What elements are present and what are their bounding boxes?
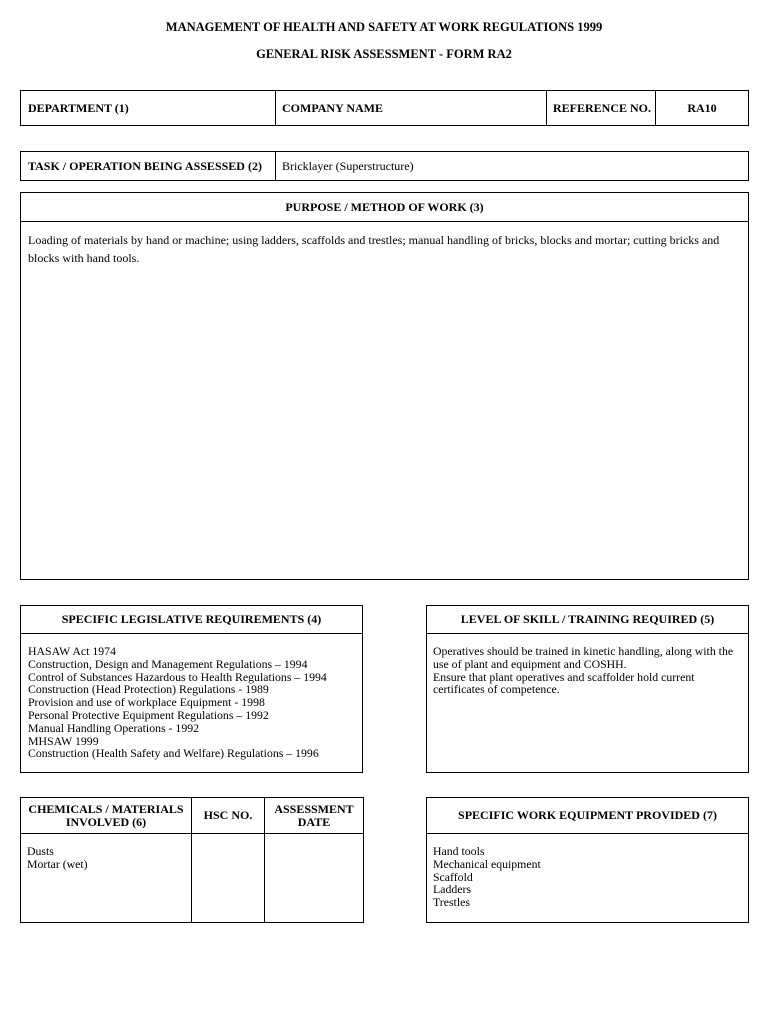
chemicals-table	[20, 797, 364, 923]
purpose-heading: PURPOSE / METHOD OF WORK (3)	[285, 199, 484, 214]
chemicals-heading-line: INVOLVED (6)	[65, 814, 147, 829]
list-item: Mechanical equipment	[433, 856, 541, 871]
list-item: Construction, Design and Management Regulations – 1994	[28, 656, 308, 671]
list-item: Control of Substances Hazardous to Health Regulations – 1994	[28, 669, 327, 684]
purpose-section	[20, 192, 749, 580]
form-title: MANAGEMENT OF HEALTH AND SAFETY AT WORK REGULATIONS 1999	[165, 20, 603, 34]
divider	[427, 633, 748, 634]
divider	[427, 833, 748, 834]
list-item: Ladders	[433, 882, 471, 897]
training-text	[433, 645, 733, 696]
list-item: Dusts	[27, 844, 54, 858]
list-item: Construction (Head Protection) Regulations - 1989	[28, 682, 269, 697]
list-item: Personal Protective Equipment Regulations – 1992	[28, 707, 269, 722]
list-item: Mortar (wet)	[27, 856, 88, 871]
divider	[275, 91, 276, 125]
list-item: MHSAW 1999	[28, 733, 99, 748]
chemicals-heading	[21, 798, 191, 833]
list-item: HASAW Act 1974	[28, 644, 116, 658]
assessment-date-heading	[265, 798, 363, 833]
training-section	[426, 605, 749, 773]
company-name-label: COMPANY NAME	[282, 100, 383, 115]
equipment-section	[426, 797, 749, 923]
chemicals-list	[27, 845, 88, 871]
divider	[546, 91, 547, 125]
reference-label: REFERENCE NO.	[553, 100, 652, 115]
purpose-text: Loading of materials by hand or machine; using ladders, scaffolds and trestles; manual handling of bricks, blocks and mortar; cutting bricks and blocks with hand tools.	[28, 233, 720, 265]
divider	[21, 833, 363, 834]
task-table	[20, 151, 749, 181]
divider	[275, 152, 276, 180]
chemicals-heading-line: CHEMICALS / MATERIALS	[28, 802, 184, 816]
header-info-table	[20, 90, 749, 126]
equipment-heading: SPECIFIC WORK EQUIPMENT PROVIDED (7)	[458, 808, 717, 822]
list-item: Hand tools	[433, 844, 485, 858]
task-label: TASK / OPERATION BEING ASSESSED (2)	[28, 158, 262, 173]
text-line: certificates of competence.	[433, 682, 560, 697]
reference-value: RA10	[687, 100, 717, 115]
text-line: Ensure that plant operatives and scaffolder hold current	[433, 669, 695, 684]
department-label: DEPARTMENT (1)	[28, 100, 129, 115]
text-line: Operatives should be trained in kinetic handling, along with the	[433, 644, 734, 658]
task-value: Bricklayer (Superstructure)	[282, 158, 414, 173]
assessment-date-heading-line: ASSESSMENT	[274, 802, 354, 816]
list-item: Construction (Health Safety and Welfare) Regulations – 1996	[28, 746, 319, 761]
legislation-section	[20, 605, 363, 773]
form-subtitle: GENERAL RISK ASSESSMENT - FORM RA2	[256, 47, 512, 61]
text-line: use of plant and equipment and COSHH.	[433, 656, 627, 671]
list-item: Trestles	[433, 895, 470, 910]
divider	[21, 633, 362, 634]
divider	[21, 221, 748, 222]
hsc-no-heading: HSC NO.	[203, 808, 253, 822]
equipment-list	[433, 845, 541, 909]
training-heading: LEVEL OF SKILL / TRAINING REQUIRED (5)	[460, 612, 715, 626]
assessment-date-heading-line: DATE	[297, 814, 331, 829]
legislation-heading: SPECIFIC LEGISLATIVE REQUIREMENTS (4)	[61, 612, 322, 626]
list-item: Manual Handling Operations - 1992	[28, 720, 200, 735]
list-item: Scaffold	[433, 869, 473, 884]
legislation-list	[28, 645, 327, 760]
list-item: Provision and use of workplace Equipment - 1998	[28, 695, 265, 710]
